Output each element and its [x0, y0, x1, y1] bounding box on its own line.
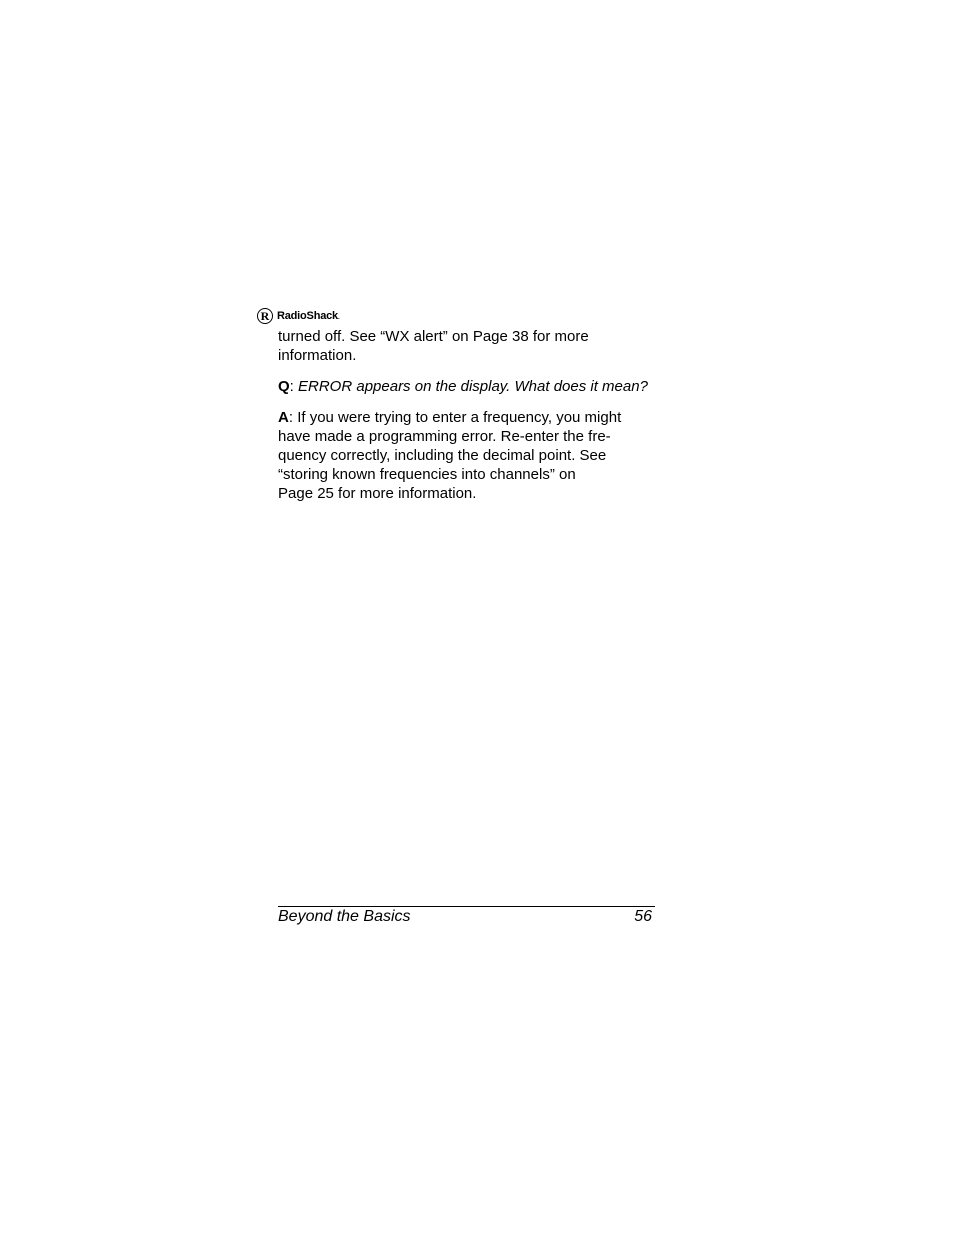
footer-section-title: Beyond the Basics	[278, 908, 411, 925]
logo-wordmark-dot: .	[337, 315, 340, 321]
question-label: Q	[278, 378, 290, 395]
answer-paragraph	[278, 408, 658, 503]
radioshack-logo	[257, 307, 339, 325]
answer-label: A	[278, 409, 289, 426]
page-content	[278, 327, 658, 515]
answer-line-1: If you were trying to enter a frequency, you might	[297, 409, 622, 426]
registered-seal-icon: R	[257, 308, 273, 324]
answer-separator: :	[288, 409, 298, 426]
question-text: ERROR appears on the display. What does it mean?	[298, 378, 648, 395]
answer-line-4: “storing known frequencies into channels” on	[278, 466, 576, 483]
paragraph-continuation: turned off. See “WX alert” on Page 38 for more information.	[278, 328, 589, 364]
answer-line-5: Page 25 for more information.	[278, 485, 477, 502]
logo-wordmark	[277, 310, 339, 322]
answer-line-2: have made a programming error. Re-enter the fre-	[278, 428, 611, 445]
page-footer	[278, 906, 655, 927]
answer-line-3: quency correctly, including the decimal point. See	[278, 447, 607, 464]
logo-wordmark-text: RadioShack	[277, 310, 338, 322]
question-separator: :	[289, 378, 299, 395]
question-paragraph	[278, 377, 658, 396]
footer-page-number: 56	[634, 908, 652, 925]
